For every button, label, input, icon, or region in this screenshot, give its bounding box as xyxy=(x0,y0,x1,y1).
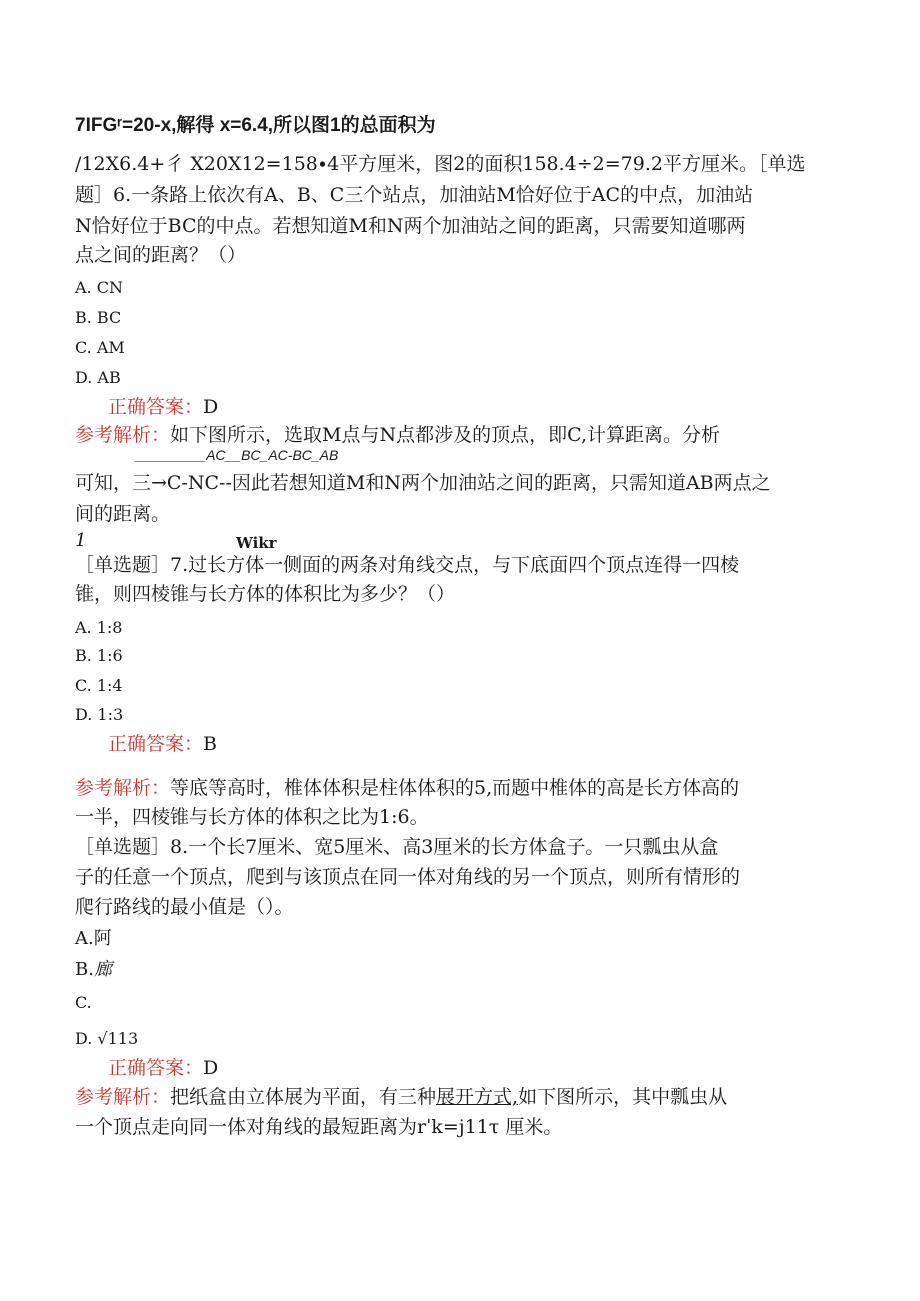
analysis-text-continued: 如下图所示，其中瓢虫从 xyxy=(518,1086,728,1108)
q6-option-b: B. BC xyxy=(75,308,122,327)
q8-analysis-line-2: 一个顶点走向同一体对角线的最短距离为rˈk=j11τ 厘米。 xyxy=(75,1116,563,1138)
q8-analysis-line-1 xyxy=(75,1083,727,1111)
q6-option-c: C. AM xyxy=(75,338,125,357)
q6-figure-left-mark: 1 xyxy=(75,530,87,551)
text-line-1 xyxy=(75,111,436,140)
analysis-text: 把纸盒由立体展为平面，有三种 xyxy=(170,1086,437,1108)
analysis-label: 参考解析： xyxy=(75,424,171,446)
question-7-line-1: ［单选题］7.过长方体一侧面的两条对角线交点，与下底面四个顶点连得一四棱 xyxy=(75,554,740,576)
q8-option-b xyxy=(75,958,112,982)
question-7-line-2: 锥，则四棱锥与长方体的体积比为多少？（） xyxy=(75,583,456,605)
q6-option-a: A. CN xyxy=(75,278,123,297)
option-value: 廊 xyxy=(93,959,112,980)
analysis-label: 参考解析： xyxy=(75,1086,171,1108)
question-8-line-1: ［单选题］8.一个长7厘米、宽5厘米、高3厘米的长方体盒子。一只瓢虫从盒 xyxy=(75,836,719,858)
answer-label: 正确答案： xyxy=(108,1057,204,1079)
answer-label: 正确答案： xyxy=(108,733,204,755)
analysis-label: 参考解析： xyxy=(75,777,171,799)
q7-option-c: C. 1:4 xyxy=(75,676,123,695)
q7-option-a: A. 1:8 xyxy=(75,618,123,637)
q6-figure-right-mark: Wikr xyxy=(236,534,277,552)
q8-option-d: D. √113 xyxy=(75,1029,139,1048)
text-line-2: /12X6.4+彳 X20X12=158∙4平方厘米，图2的面积158.4÷2=79.2平方厘米。［单选 xyxy=(75,153,806,175)
underlined-phrase: 展开方式, xyxy=(436,1086,519,1108)
analysis-text: 如下图所示，选取M点与N点都涉及的顶点，即C,计算距离。分析 xyxy=(170,424,720,446)
q6-answer xyxy=(108,393,218,421)
question-8-line-3: 爬行路线的最小值是（）。 xyxy=(75,896,294,918)
option-prefix: B. xyxy=(75,959,94,980)
answer-label: 正确答案： xyxy=(108,396,204,418)
q8-answer xyxy=(108,1054,218,1082)
q6-analysis-line-2: 可知，三→C-NC--因此若想知道M和N两个加油站之间的距离，只需知道AB两点之 xyxy=(75,472,771,494)
q8-option-a: A.阿 xyxy=(75,928,112,949)
q7-option-b: B. 1:6 xyxy=(75,646,123,665)
analysis-text: 等底等高时，椎体体积是柱体体积的5,而题中椎体的高是长方体高的 xyxy=(170,777,740,799)
formula-fragment: 7IFGʳ=20-x,解得 x=6.4,所以图1的总面积为 xyxy=(75,115,436,136)
answer-value: D xyxy=(203,1057,219,1079)
question-6-line-3: 点之间的距离？（） xyxy=(75,244,247,266)
question-6-line-2: N恰好位于BC的中点。若想知道M和N两个加油站之间的距离，只需要知道哪两 xyxy=(75,215,746,237)
q7-analysis-line-2: 一半，四棱锥与长方体的体积之比为1:6。 xyxy=(75,806,429,828)
q6-formula: _________AC__BC_AC-BC_AB xyxy=(136,447,339,463)
q7-answer xyxy=(108,730,217,758)
q6-analysis-line-3: 间的距离。 xyxy=(75,503,171,525)
q8-option-c: C. xyxy=(75,993,92,1012)
q7-analysis-line-1 xyxy=(75,774,739,802)
q6-option-d: D. AB xyxy=(75,368,121,387)
question-6-line-1: 题］6.一条路上依次有A、B、C三个站点，加油站M恰好位于AC的中点，加油站 xyxy=(75,184,754,206)
q6-analysis-line-1 xyxy=(75,421,720,449)
q7-option-d: D. 1:3 xyxy=(75,705,124,724)
question-8-line-2: 子的任意一个顶点，爬到与该顶点在同一体对角线的另一个顶点，则所有情形的 xyxy=(75,866,741,888)
answer-value: D xyxy=(203,396,219,418)
answer-value: B xyxy=(203,733,217,755)
